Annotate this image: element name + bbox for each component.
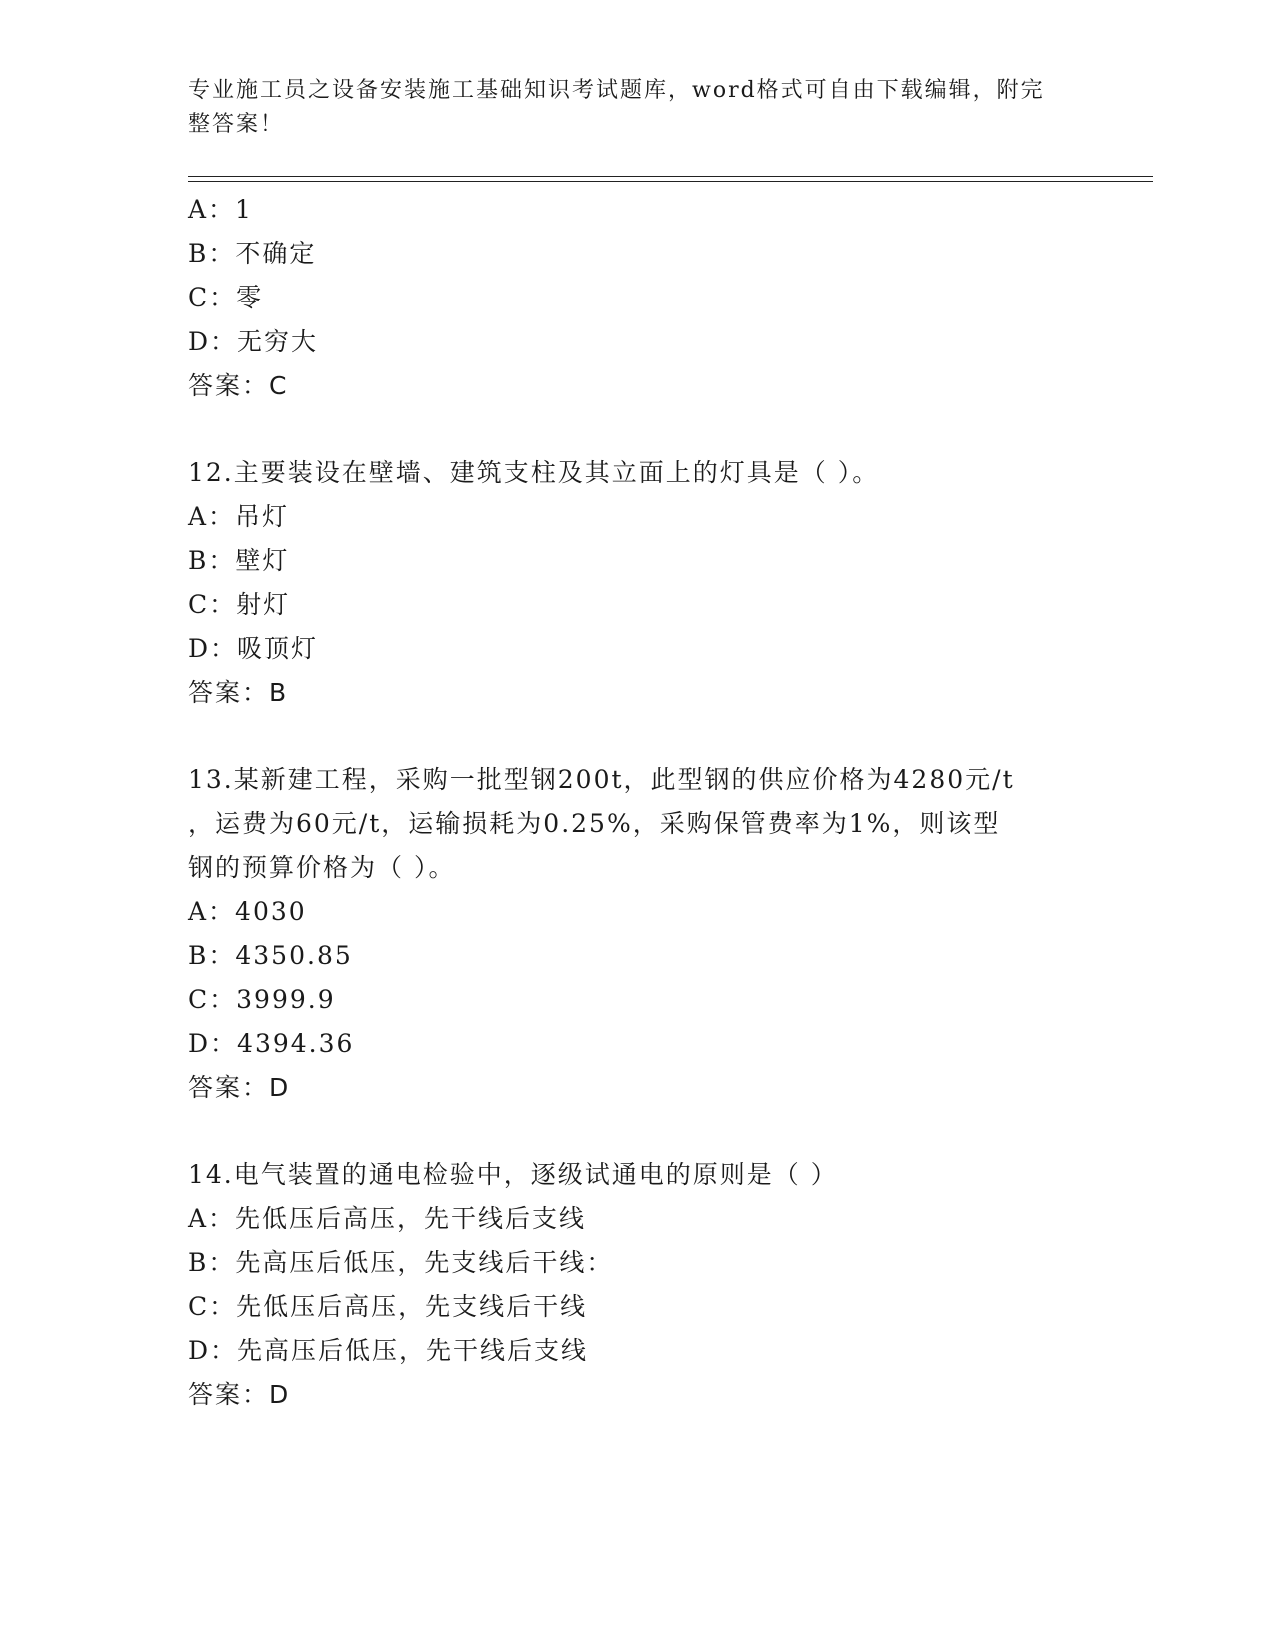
q12-answer: 答案：B xyxy=(188,678,289,707)
q12-question: 12.主要装设在壁墙、建筑支柱及其立面上的灯具是（ ）。 xyxy=(188,458,880,487)
q13-question-line-2: ，运费为60元/t，运输损耗为0.25%，采购保管费率为1%，则该型 xyxy=(188,809,1001,838)
header-rule-bottom xyxy=(188,181,1153,182)
q13-answer: 答案：D xyxy=(188,1073,291,1102)
document-header xyxy=(188,74,1068,142)
q11-option-b: B：不确定 xyxy=(188,239,317,268)
q12-option-d: D：吸顶灯 xyxy=(188,634,319,663)
q11-option-a: A：1 xyxy=(188,195,253,224)
header-line-1: 专业施工员之设备安装施工基础知识考试题库，word格式可自由下载编辑，附完 xyxy=(188,78,1045,103)
q14-option-d: D：先高压后低压，先干线后支线 xyxy=(188,1336,589,1365)
q13-option-c: C：3999.9 xyxy=(188,985,336,1014)
header-rule-top xyxy=(188,176,1153,177)
q11-option-c: C：零 xyxy=(188,283,264,312)
q14-option-c: C：先低压后高压，先支线后干线 xyxy=(188,1292,588,1321)
header-line-2: 整答案！ xyxy=(188,112,285,137)
q11-answer: 答案：C xyxy=(188,371,289,400)
q13-question-line-3: 钢的预算价格为（ ）。 xyxy=(188,853,456,882)
q13-question-line-1: 13.某新建工程，采购一批型钢200t，此型钢的供应价格为4280元/t xyxy=(188,765,1015,794)
q14-question: 14.电气装置的通电检验中，逐级试通电的原则是（ ） xyxy=(188,1160,838,1189)
q14-option-b: B：先高压后低压，先支线后干线： xyxy=(188,1248,614,1277)
q11-option-d: D：无穷大 xyxy=(188,327,319,356)
q12-option-b: B：壁灯 xyxy=(188,546,290,575)
q12-option-a: A：吊灯 xyxy=(188,502,290,531)
q13-option-d: D：4394.36 xyxy=(188,1029,355,1058)
q13-option-a: A：4030 xyxy=(188,897,307,926)
q12-option-c: C：射灯 xyxy=(188,590,291,619)
q14-option-a: A：先低压后高压，先干线后支线 xyxy=(188,1204,587,1233)
q14-answer: 答案：D xyxy=(188,1380,291,1409)
q13-option-b: B：4350.85 xyxy=(188,941,353,970)
